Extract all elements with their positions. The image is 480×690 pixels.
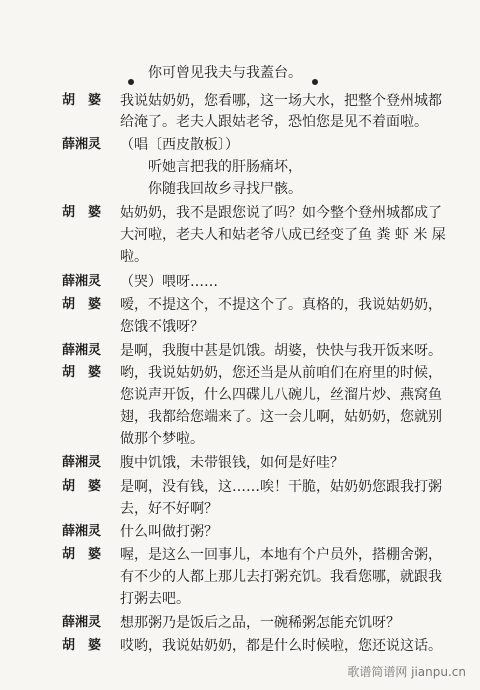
line-text: 什么叫做打粥？	[120, 524, 218, 540]
speaker-label: 薛湘灵	[62, 615, 102, 630]
line-text: 腹中饥饿，未带银钱，如何是好哇？	[120, 455, 344, 471]
line-text: 你随我回故乡寻找尸骸。	[148, 181, 302, 197]
line-text: 听她言把我的肝肠痛坏，	[148, 159, 302, 175]
speaker-label: 胡 婆	[62, 638, 102, 653]
site-watermark: 歌谱简谱网 jianpu.cn	[347, 665, 466, 679]
ink-dot	[312, 79, 318, 85]
line-text: 是啊，没有钱，这……唉！干脆，姑奶奶您跟我打粥	[120, 479, 442, 495]
line-text: 去，好不好啊？	[120, 501, 218, 517]
line-text: 大河啦，老夫人和姑老爷八成已经变了鱼 粪 虾 米 屎	[120, 227, 446, 243]
speaker-label: 薛湘灵	[62, 524, 102, 539]
speaker-label: 胡 婆	[62, 205, 102, 220]
line-text: 翅，我都给您端来了。这一会儿啊，姑奶奶，您就别	[120, 409, 442, 425]
speaker-label: 胡 婆	[62, 479, 102, 494]
line-text: 有不少的人都上那儿去打粥充饥。我看您哪，就跟我	[120, 569, 442, 585]
line-text: （哭）喂呀……	[120, 274, 218, 290]
line-text: 你可曾见我夫与我蓋台。	[148, 65, 302, 81]
line-text: 打粥去吧。	[120, 591, 190, 607]
line-text: （唱〔西皮散板〕）	[120, 137, 239, 153]
line-text: 做那个梦啦。	[120, 431, 204, 447]
line-text: 姑奶奶，我不是跟您说了吗？如今整个登州城都成了	[120, 205, 442, 221]
line-text: 嗳，不提这个，不提这个了。真格的，我说姑奶奶，	[120, 297, 442, 313]
speaker-label: 薛湘灵	[62, 137, 102, 152]
ink-dot	[128, 79, 134, 85]
speaker-label: 胡 婆	[62, 365, 102, 380]
line-text: 啦。	[120, 249, 148, 265]
line-text: 喔，是这么一回事儿，本地有个户员外，搭棚舍粥，	[120, 547, 442, 563]
line-text: 哟，我说姑奶奶，您还当是从前咱们在府里的时候，	[120, 365, 442, 381]
speaker-label: 薛湘灵	[62, 274, 102, 289]
line-text: 您说声开饭，什么四碟儿八碗儿，丝溜片炒、燕窝鱼	[120, 387, 442, 403]
speaker-label: 薛湘灵	[62, 343, 102, 358]
line-text: 是啊，我腹中甚是饥饿。胡婆，快快与我开饭来呀。	[120, 343, 442, 359]
line-text: 给淹了。老夫人跟姑老爷，恐怕您是见不着面啦。	[120, 114, 428, 130]
speaker-label: 胡 婆	[62, 93, 102, 108]
line-text: 您饿不饿呀？	[120, 319, 204, 335]
speaker-label: 胡 婆	[62, 547, 102, 562]
speaker-label: 胡 婆	[62, 297, 102, 312]
line-text: 我说姑奶奶，您看哪，这一场大水，把整个登州城都	[120, 93, 442, 109]
line-text: 想那粥乃是饭后之品，一碗稀粥怎能充饥呀？	[120, 615, 400, 631]
line-text: 哎哟，我说姑奶奶，都是什么时候啦，您还说这话。	[120, 638, 442, 654]
speaker-label: 薛湘灵	[62, 455, 102, 470]
